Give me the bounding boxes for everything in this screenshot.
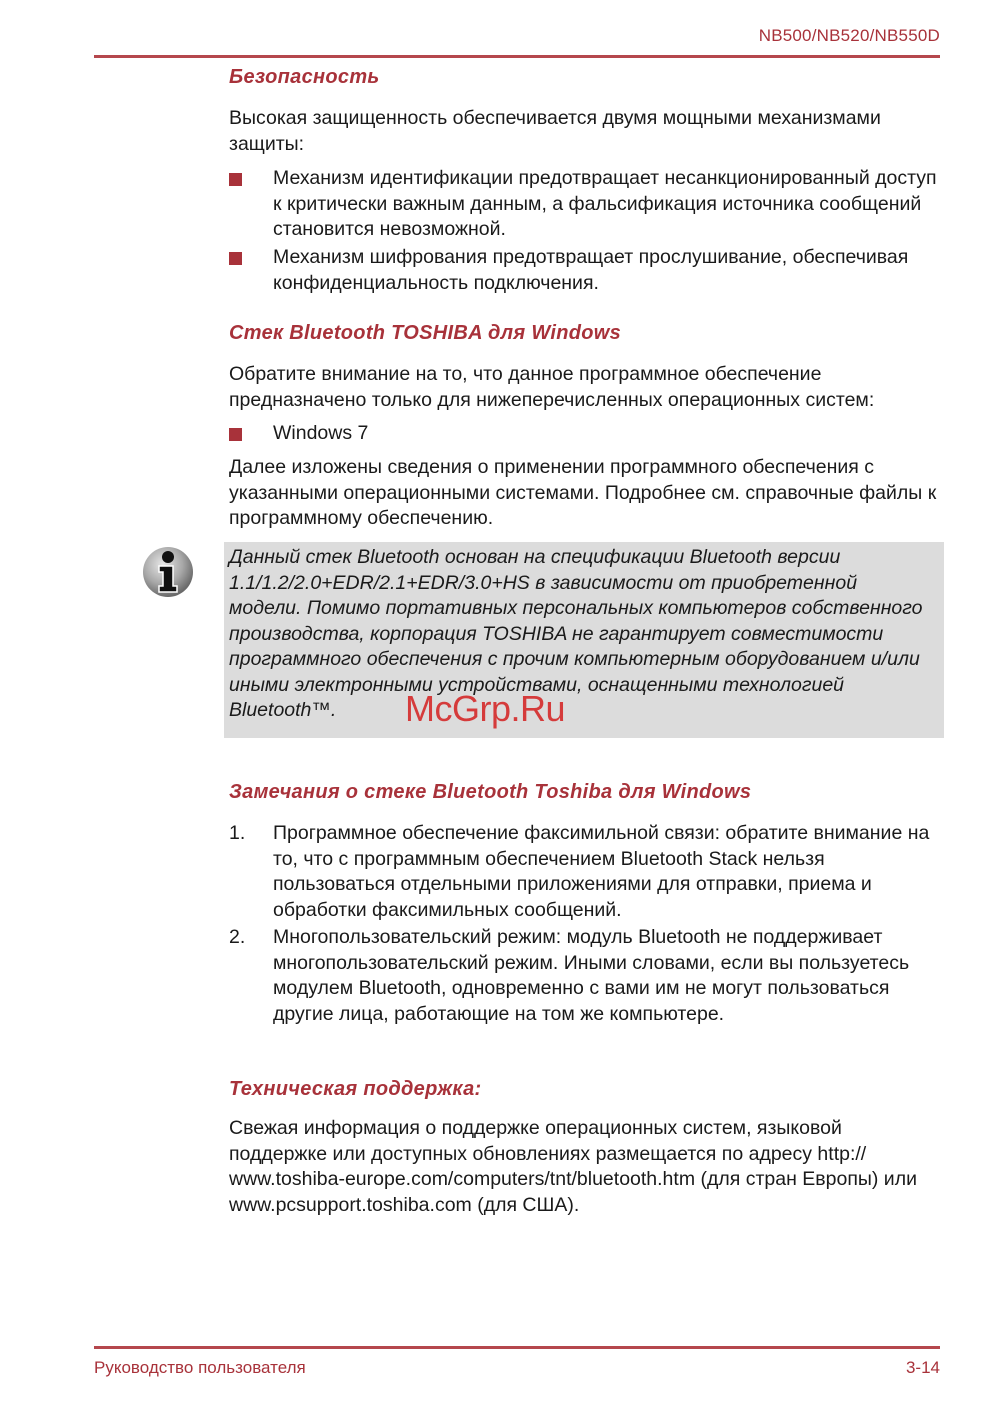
note-text: Данный стек Bluetooth основан на спецификации Bluetooth версии 1.1/1.2/2.0+EDR/2.1+EDR/3.0+HS в зависимости от приобретенной модели. Помимо портативных персональных компьютеров собственного производства, корпорация TOSHIBA не гарантирует совместимости программного обеспечения с прочим компьютерным оборудованием и/или иными электронными устройствами, оснащенными технологией Bluetooth™. bbox=[229, 546, 923, 721]
stack-details: Далее изложены сведения о применении программного обеспечения с указанными операционными системами. Подробнее см. справочные файлы к программному обеспечению. bbox=[229, 456, 937, 529]
watermark: McGrp.Ru bbox=[405, 688, 566, 729]
stack-intro: Обратите внимание на то, что данное программное обеспечение предназначено только для нижеперечисленных операционных систем: bbox=[229, 363, 875, 411]
footer-rule bbox=[94, 1346, 940, 1349]
list-item-text: Механизм шифрования предотвращает прослушивание, обеспечивая конфиденциальность подключения. bbox=[273, 246, 909, 294]
page-number: 3-14 bbox=[905, 1358, 940, 1377]
info-icon bbox=[142, 546, 194, 598]
security-intro: Высокая защищенность обеспечивается двумя мощными механизмами защиты: bbox=[229, 107, 881, 155]
header-rule bbox=[94, 55, 940, 58]
list-item-text: Многопользовательский режим: модуль Bluetooth не поддерживает многопользовательский режим. Иными словами, если вы пользуетесь модулем Bluetooth, одновременно с вами им не могут пользоваться другие лица, работающие на том же компьютере. bbox=[273, 926, 910, 1025]
support-text: Свежая информация о поддержке операционных систем, языковой поддержке или доступных обновлениях размещается по адресу http:// www.toshiba-europe.com/computers/tnt/bluetooth.htm (для стран Европы) или www.pcsupport.toshiba.com (для США). bbox=[229, 1117, 917, 1216]
section-title-support: Техническая поддержка: bbox=[229, 1078, 482, 1100]
section-title-remarks: Замечания о стеке Bluetooth Toshiba для Windows bbox=[229, 781, 752, 803]
section-title-security: Безопасность bbox=[229, 66, 380, 88]
bullet-square-icon bbox=[229, 428, 242, 441]
page-header-model: NB500/NB520/NB550D bbox=[758, 26, 940, 45]
footer-title: Руководство пользователя bbox=[94, 1358, 306, 1377]
list-item-text: Механизм идентификации предотвращает несанкционированный доступ к критически важным данным, а фальсификация источника сообщений становится невозможной. bbox=[273, 167, 937, 240]
bullet-square-icon bbox=[229, 173, 242, 186]
list-item-text: Программное обеспечение факсимильной связи: обратите внимание на то, что с программным обеспечением Bluetooth Stack нельзя пользоваться отдельными приложениями для отправки, приема и обработки факсимильных сообщений. bbox=[273, 822, 930, 921]
bullet-square-icon bbox=[229, 252, 242, 265]
section-title-stack: Стек Bluetooth TOSHIBA для Windows bbox=[229, 322, 622, 344]
list-item-text: Windows 7 bbox=[273, 422, 369, 444]
list-number: 2. bbox=[229, 926, 246, 948]
list-number: 1. bbox=[229, 822, 246, 844]
